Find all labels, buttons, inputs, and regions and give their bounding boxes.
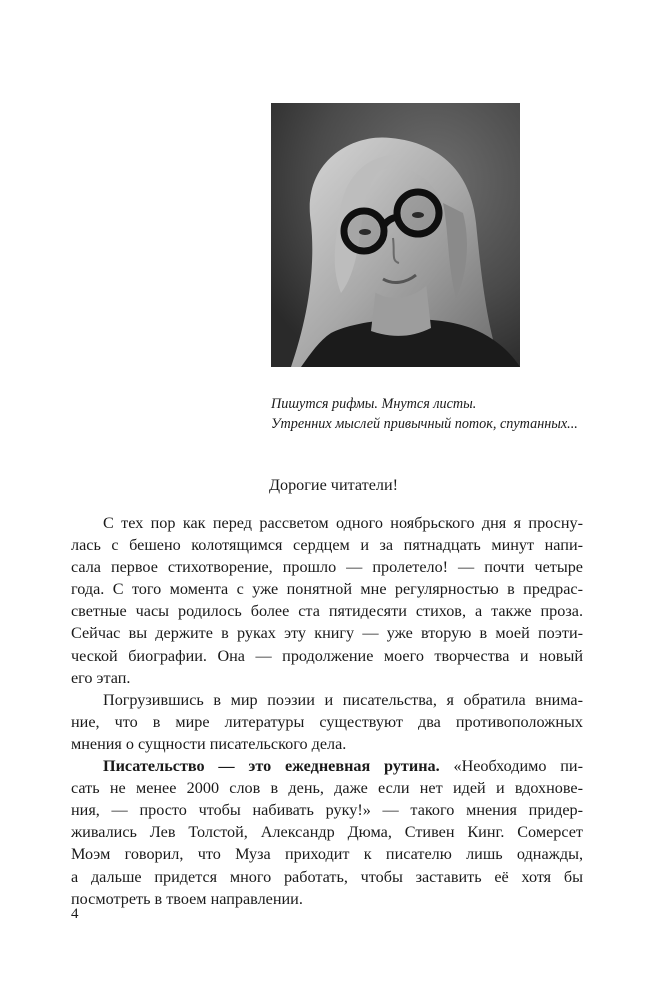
paragraph-1-line: лась с бешено колотящимся сердцем и за пятнадцать минут напи- [71, 536, 583, 555]
page-number: 4 [71, 906, 79, 922]
epigraph [271, 394, 651, 434]
paragraph-1-line: сала первое стихотворение, прошло — пролетело! — почти четыре [71, 558, 583, 577]
paragraph-3-line: ния, — просто чтобы набивать руку!» — такого мнения придер- [71, 801, 583, 820]
paragraph-3-line [71, 755, 583, 777]
paragraph-1-line: светные часы родилось более ста пятидесяти стихов, а также проза. [71, 602, 583, 621]
paragraph-1-line: года. С того момента с уже понятной мне регулярностью в предрас- [71, 580, 583, 599]
paragraph-3-line: посмотреть в твоем направлении. [71, 889, 303, 908]
paragraph-2-line: ние, что в мире литературы существуют два противоположных [71, 712, 583, 731]
paragraph-2-line: Погрузившись в мир поэзии и писательства, я обратила внима- [103, 690, 583, 709]
paragraph-3-line: Моэм говорил, что Муза приходит к писателю лишь однажды, [71, 845, 583, 864]
page-heading: Дорогие читатели! [268, 476, 399, 494]
paragraph-2-line: мнения о сущности писательского дела. [71, 734, 347, 753]
paragraph-3-line: а дальше придется много работать, чтобы заставить её хотя бы [71, 867, 583, 886]
paragraph-3-line-1-rest: «Необходимо пи- [439, 757, 583, 776]
paragraph-3-bold-lead: Писательство — это ежедневная рутина. [103, 757, 440, 776]
main-text [71, 512, 583, 910]
paragraph-3-line: живались Лев Толстой, Александр Дюма, Стивен Кинг. Сомерсет [71, 823, 583, 842]
paragraph-1-line: ческой биографии. Она — продолжение моего творчества и новый [71, 646, 583, 665]
paragraph-1-line: его этап. [71, 668, 131, 687]
epigraph-line-2: Утренних мыслей привычный поток, спутанных... [271, 416, 578, 432]
epigraph-line-1: Пишутся рифмы. Мнутся листы. [271, 396, 477, 412]
paragraph-1-line: Сейчас вы держите в руках эту книгу — уже вторую в моей поэти- [71, 624, 583, 643]
paragraph-3-line: сать не менее 2000 слов в день, даже если нет идей и вдохнове- [71, 779, 583, 798]
author-portrait [271, 103, 520, 367]
paragraph-1-line: С тех пор как перед рассветом одного ноябрьского дня я просну- [103, 514, 583, 532]
